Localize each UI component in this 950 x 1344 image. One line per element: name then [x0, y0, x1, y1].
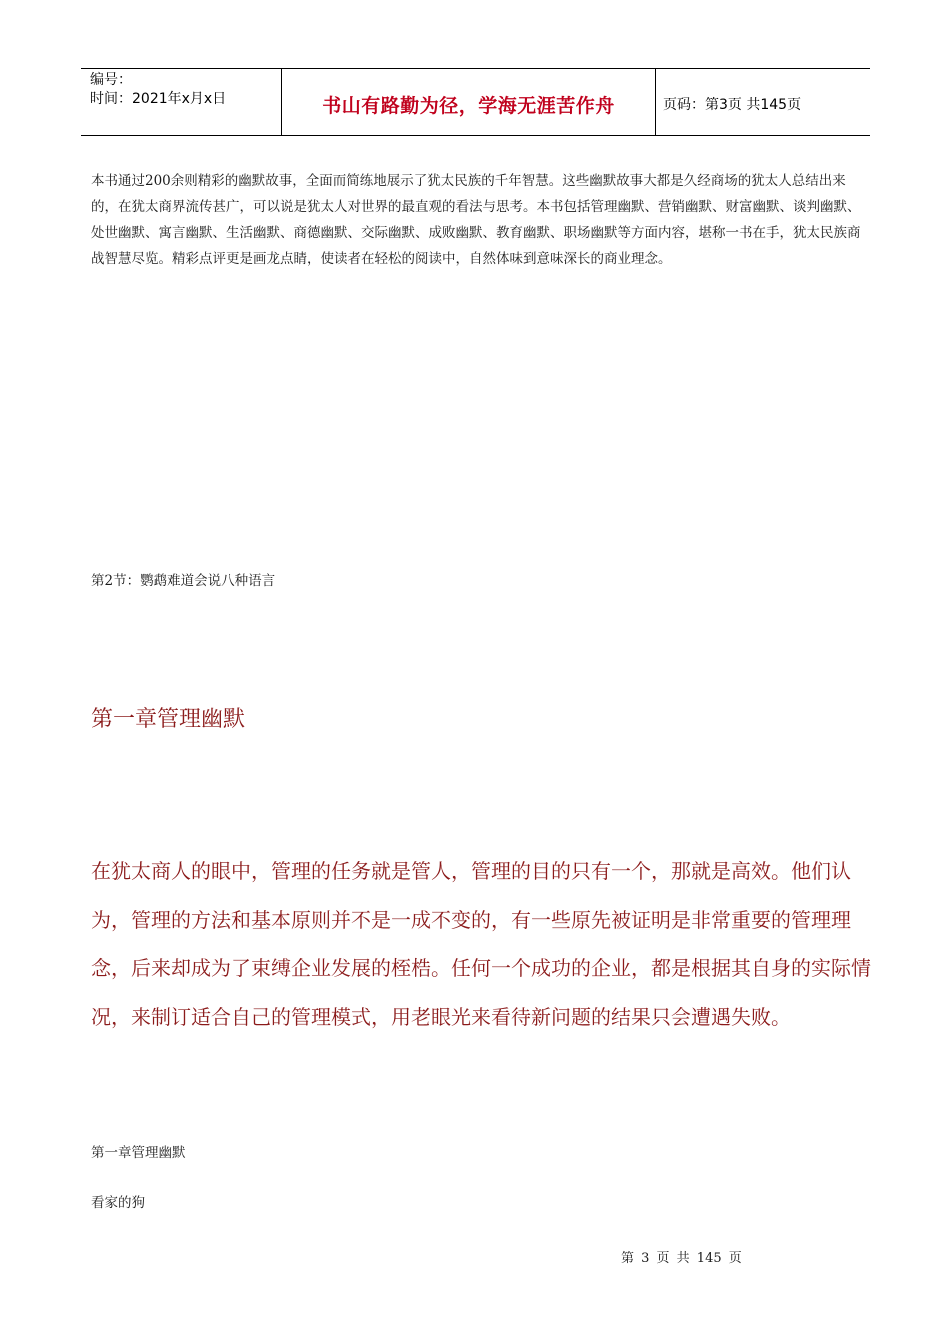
sub-heading-chapter: 第一章管理幽默: [91, 1145, 186, 1161]
chapter-body: 在犹太商人的眼中，管理的任务就是管人，管理的目的只有一个，那就是高效。他们认为，管理的方法和基本原则并不是一成不变的，有一些原先被证明是非常重要的管理理念，后来却成为了束缚企业发展的桎梏。任何一个成功的企业，都是根据其自身的实际情况，来制订适合自己的管理模式，用老眼光来看待新问题的结果只会遭遇失败。: [91, 859, 871, 1029]
header-meta: [81, 69, 282, 135]
header-page-info: 页码：第3页 共145页: [663, 97, 802, 113]
document-header: [81, 68, 870, 136]
document-date-label: 时间：2021年x月x日: [90, 91, 227, 107]
sub-heading-story: 看家的狗: [91, 1195, 145, 1211]
document-number-label: 编号：: [90, 72, 132, 88]
header-motto: 书山有路勤为径，学海无涯苦作舟: [282, 69, 656, 135]
page-footer: 第 3 页 共 145 页: [621, 1251, 742, 1266]
chapter-heading: 第一章管理幽默: [91, 707, 246, 732]
intro-paragraph: 本书通过200余则精彩的幽默故事，全面而简练地展示了犹太民族的千年智慧。这些幽默故事大都是久经商场的犹太人总结出来的，在犹太商界流传甚广，可以说是犹太人对世界的最直观的看法与思考。本书包括管理幽默、营销幽默、财富幽默、谈判幽默、处世幽默、寓言幽默、生活幽默、商德幽默、交际幽默、成败幽默、教育幽默、职场幽默等方面内容，堪称一书在手，犹太民族商战智慧尽览。精彩点评更是画龙点睛，使读者在轻松的阅读中，自然体味到意味深长的商业理念。: [91, 173, 861, 267]
section-label: 第2节：鹦鹉难道会说八种语言: [91, 573, 276, 589]
